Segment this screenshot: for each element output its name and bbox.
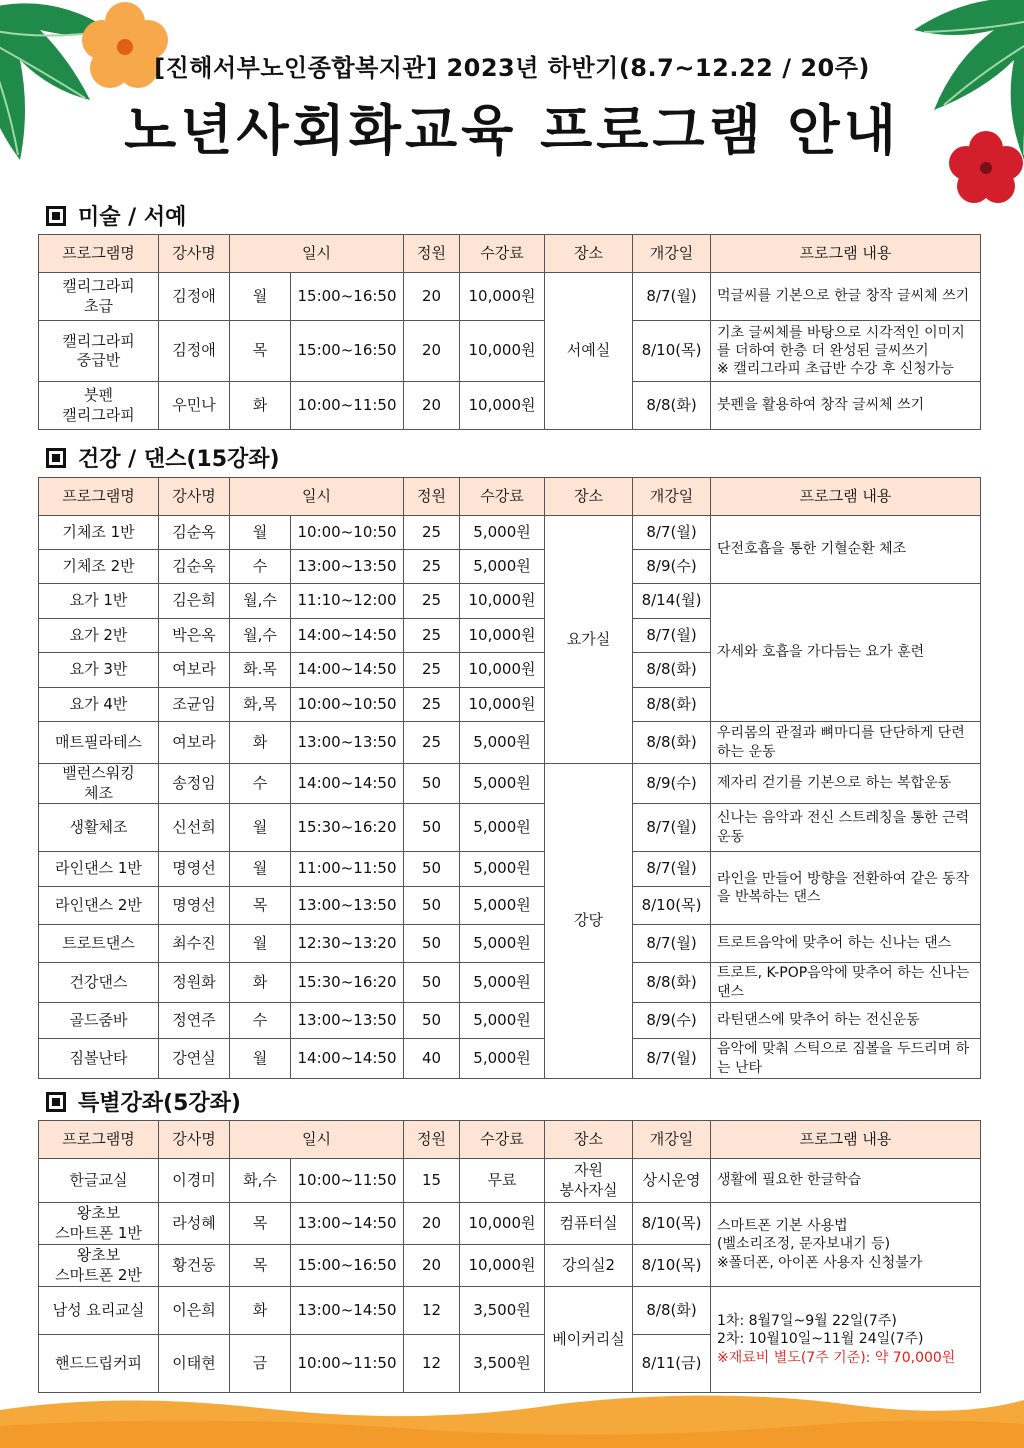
day-cell: 화 [230,1287,291,1335]
teacher-cell: 여보라 [159,722,230,764]
day-cell: 화 [230,963,291,1003]
description-cell: 우리몸의 관절과 뼈마디를 단단하게 단련하는 운동 [711,722,981,764]
teacher-cell: 이태현 [159,1335,230,1393]
fee-cell: 10,000원 [460,688,545,722]
capacity-cell: 20 [404,321,460,382]
program-name-cell: 왕초보 스마트폰 2반 [39,1245,159,1287]
program-name-cell: 남성 요리교실 [39,1287,159,1335]
fee-cell: 5,000원 [460,1039,545,1079]
table-row [39,273,981,321]
section-special-heading [46,1086,241,1117]
special-table [38,1120,981,1393]
teacher-cell: 김순옥 [159,550,230,584]
capacity-cell: 50 [404,963,460,1003]
health-table [38,477,981,1079]
col-header-schedule: 일시 [230,235,404,273]
schedule-note: 2차: 10월10일~11월 24일(7주) [717,1331,924,1348]
time-cell: 13:00~14:50 [291,1287,404,1335]
program-name-cell: 짐볼난타 [39,1039,159,1079]
teacher-cell: 조균임 [159,688,230,722]
program-name-cell: 요가 1반 [39,584,159,619]
col-header-teacher: 강사명 [159,478,230,516]
program-name-cell: 요가 4반 [39,688,159,722]
description-cell: 기초 글씨체를 바탕으로 시각적인 이미지를 더하여 한층 더 완성된 글씨쓰기 ※ 캘리그라피 초급반 수강 후 신청가능 [711,321,981,382]
start-date-cell: 8/8(화) [633,963,711,1003]
program-name-cell: 트로트댄스 [39,925,159,963]
time-cell: 13:00~13:50 [291,550,404,584]
program-name-cell: 기체조 1반 [39,516,159,550]
col-header-name: 프로그램명 [39,1121,159,1159]
fee-cell: 5,000원 [460,852,545,887]
start-date-cell: 8/7(월) [633,804,711,852]
section-health-title: 건강 / 댄스(15강좌) [78,447,280,472]
time-cell: 10:00~11:50 [291,1159,404,1203]
capacity-cell: 25 [404,653,460,688]
teacher-cell: 최수진 [159,925,230,963]
description-cell: 제자리 걷기를 기본으로 하는 복합운동 [711,764,981,804]
description-cell: 생활에 필요한 한글학습 [711,1159,981,1203]
fee-cell: 5,000원 [460,722,545,764]
teacher-cell: 명영선 [159,887,230,925]
location-cell: 컴퓨터실 [545,1203,633,1245]
table-row [39,1039,981,1079]
time-cell: 15:00~16:50 [291,273,404,321]
col-header-name: 프로그램명 [39,235,159,273]
table-row [39,804,981,852]
capacity-cell: 50 [404,764,460,804]
capacity-cell: 12 [404,1335,460,1393]
start-date-cell: 8/7(월) [633,619,711,653]
description-cell: 먹글씨를 기본으로 한글 창작 글씨체 쓰기 [711,273,981,321]
start-date-cell: 8/7(월) [633,516,711,550]
capacity-cell: 20 [404,273,460,321]
description-cell: 음악에 맞춰 스틱으로 짐볼을 두드리며 하는 난타 [711,1039,981,1079]
day-cell: 월 [230,852,291,887]
program-name-cell: 생활체조 [39,804,159,852]
location-cell: 자원 봉사자실 [545,1159,633,1203]
program-name-cell: 캘리그라피 초급 [39,273,159,321]
time-cell: 14:00~14:50 [291,619,404,653]
description-cell: 트로트, K-POP음악에 맞추어 하는 신나는 댄스 [711,963,981,1003]
day-cell: 목 [230,1245,291,1287]
start-date-cell: 8/9(수) [633,1003,711,1039]
schedule-note: 1차: 8월7일~9월 22일(7주) [717,1313,897,1330]
day-cell: 화 [230,382,291,430]
day-cell: 수 [230,764,291,804]
program-name-cell: 캘리그라피 중급반 [39,321,159,382]
start-date-cell: 8/8(화) [633,382,711,430]
col-header-capacity: 정원 [404,478,460,516]
section-health-heading [46,442,280,473]
col-header-start: 개강일 [633,235,711,273]
fee-cell: 10,000원 [460,321,545,382]
description-cell: 스마트폰 기본 사용법 (벨소리조정, 문자보내기 등) ※폴더폰, 아이폰 사용자 신청불가 [711,1203,981,1287]
day-cell: 월 [230,1039,291,1079]
program-name-cell: 건강댄스 [39,963,159,1003]
teacher-cell: 송정임 [159,764,230,804]
table-row [39,1159,981,1203]
program-name-cell: 매트필라테스 [39,722,159,764]
col-header-fee: 수강료 [460,1121,545,1159]
capacity-cell: 40 [404,1039,460,1079]
day-cell: 화,수 [230,1159,291,1203]
col-header-fee: 수강료 [460,235,545,273]
sand-decoration [0,1386,1024,1448]
location-cell: 강의실2 [545,1245,633,1287]
location-cell: 베이커리실 [545,1287,633,1393]
description-cell: 트로트음악에 맞추어 하는 신나는 댄스 [711,925,981,963]
time-cell: 13:00~13:50 [291,887,404,925]
time-cell: 14:00~14:50 [291,764,404,804]
day-cell: 월 [230,516,291,550]
capacity-cell: 20 [404,382,460,430]
day-cell: 화.목 [230,653,291,688]
capacity-cell: 12 [404,1287,460,1335]
start-date-cell: 8/10(목) [633,1203,711,1245]
description-cell: 라틴댄스에 맞추어 하는 전신운동 [711,1003,981,1039]
teacher-cell: 우민나 [159,382,230,430]
fee-cell: 3,500원 [460,1335,545,1393]
col-header-teacher: 강사명 [159,235,230,273]
col-header-capacity: 정원 [404,1121,460,1159]
description-cell: 라인을 만들어 방향을 전환하여 같은 동작을 반복하는 댄스 [711,852,981,925]
day-cell: 화 [230,722,291,764]
square-bullet-icon [46,1092,66,1112]
teacher-cell: 강연실 [159,1039,230,1079]
day-cell: 목 [230,321,291,382]
location-cell: 요가실 [545,516,633,764]
start-date-cell: 8/7(월) [633,925,711,963]
fee-cell: 3,500원 [460,1287,545,1335]
square-bullet-icon [46,206,66,226]
description-cell: 붓펜을 활용하여 창작 글씨체 쓰기 [711,382,981,430]
fee-cell: 10,000원 [460,584,545,619]
program-name-cell: 기체조 2반 [39,550,159,584]
col-header-start: 개강일 [633,478,711,516]
col-header-schedule: 일시 [230,1121,404,1159]
capacity-cell: 50 [404,925,460,963]
fee-cell: 5,000원 [460,804,545,852]
program-name-cell: 붓펜 캘리그라피 [39,382,159,430]
teacher-cell: 김정애 [159,273,230,321]
col-header-location: 장소 [545,1121,633,1159]
time-cell: 15:00~16:50 [291,1245,404,1287]
time-cell: 14:00~14:50 [291,1039,404,1079]
teacher-cell: 이은희 [159,1287,230,1335]
page-title: 노년사회화교육 프로그램 안내 [124,99,900,162]
col-header-fee: 수강료 [460,478,545,516]
table-row [39,1203,981,1245]
fee-cell: 5,000원 [460,516,545,550]
fee-cell: 무료 [460,1159,545,1203]
location-cell: 강당 [545,764,633,1079]
start-date-cell: 8/7(월) [633,852,711,887]
program-name-cell: 골드줌바 [39,1003,159,1039]
teacher-cell: 김순옥 [159,516,230,550]
section-special-title: 특별강좌(5강좌) [78,1091,241,1116]
start-date-cell: 8/14(월) [633,584,711,619]
start-date-cell: 8/7(월) [633,1039,711,1079]
capacity-cell: 25 [404,516,460,550]
table-header-row [39,1121,981,1159]
fee-cell: 5,000원 [460,925,545,963]
time-cell: 10:00~10:50 [291,688,404,722]
program-name-cell: 라인댄스 2반 [39,887,159,925]
fee-cell: 10,000원 [460,273,545,321]
capacity-cell: 15 [404,1159,460,1203]
program-name-cell: 요가 2반 [39,619,159,653]
capacity-cell: 25 [404,722,460,764]
schedule-note: ※재료비 별도(7주 기준): 약 70,000원 [717,1349,956,1366]
day-cell: 수 [230,1003,291,1039]
capacity-cell: 25 [404,584,460,619]
start-date-cell: 8/8(화) [633,653,711,688]
capacity-cell: 50 [404,887,460,925]
fee-cell: 10,000원 [460,1245,545,1287]
start-date-cell: 상시운영 [633,1159,711,1203]
program-name-cell: 핸드드립커피 [39,1335,159,1393]
table-row [39,764,981,804]
capacity-cell: 50 [404,804,460,852]
start-date-cell: 8/9(수) [633,550,711,584]
start-date-cell: 8/9(수) [633,764,711,804]
day-cell: 월,수 [230,619,291,653]
teacher-cell: 박은옥 [159,619,230,653]
time-cell: 12:30~13:20 [291,925,404,963]
table-row [39,852,981,887]
col-header-name: 프로그램명 [39,478,159,516]
description-cell: 단전호흡을 통한 기혈순환 체조 [711,516,981,584]
page-subtitle: [진해서부노인종합복지관] 2023년 하반기(8.7~12.22 / 20주) [154,54,870,82]
program-name-cell: 왕초보 스마트폰 1반 [39,1203,159,1245]
time-cell: 11:00~11:50 [291,852,404,887]
fee-cell: 5,000원 [460,887,545,925]
fee-cell: 10,000원 [460,382,545,430]
col-header-schedule: 일시 [230,478,404,516]
program-name-cell: 요가 3반 [39,653,159,688]
col-header-location: 장소 [545,478,633,516]
program-name-cell: 라인댄스 1반 [39,852,159,887]
section-art-title: 미술 / 서예 [78,205,187,230]
art-table [38,234,981,430]
time-cell: 13:00~14:50 [291,1203,404,1245]
day-cell: 월 [230,273,291,321]
teacher-cell: 황건동 [159,1245,230,1287]
time-cell: 15:30~16:20 [291,963,404,1003]
col-header-description: 프로그램 내용 [711,235,981,273]
capacity-cell: 50 [404,852,460,887]
table-row [39,516,981,550]
start-date-cell: 8/11(금) [633,1335,711,1393]
col-header-teacher: 강사명 [159,1121,230,1159]
day-cell: 월 [230,925,291,963]
start-date-cell: 8/10(목) [633,321,711,382]
table-row [39,925,981,963]
start-date-cell: 8/8(화) [633,722,711,764]
fee-cell: 5,000원 [460,963,545,1003]
col-header-description: 프로그램 내용 [711,1121,981,1159]
start-date-cell: 8/8(화) [633,688,711,722]
day-cell: 목 [230,1203,291,1245]
program-name-cell: 한글교실 [39,1159,159,1203]
fee-cell: 5,000원 [460,1003,545,1039]
teacher-cell: 명영선 [159,852,230,887]
time-cell: 13:00~13:50 [291,1003,404,1039]
square-bullet-icon [46,448,66,468]
description-cell: 자세와 호흡을 가다듬는 요가 훈련 [711,584,981,722]
table-header-row [39,235,981,273]
teacher-cell: 정원화 [159,963,230,1003]
time-cell: 13:00~13:50 [291,722,404,764]
fee-cell: 10,000원 [460,619,545,653]
teacher-cell: 신선희 [159,804,230,852]
teacher-cell: 김정애 [159,321,230,382]
teacher-cell: 김은희 [159,584,230,619]
capacity-cell: 25 [404,688,460,722]
day-cell: 월 [230,804,291,852]
table-row [39,722,981,764]
teacher-cell: 이경미 [159,1159,230,1203]
day-cell: 목 [230,887,291,925]
table-header-row [39,478,981,516]
capacity-cell: 20 [404,1203,460,1245]
start-date-cell: 8/10(목) [633,1245,711,1287]
location-cell: 서예실 [545,273,633,430]
capacity-cell: 20 [404,1245,460,1287]
day-cell: 화,목 [230,688,291,722]
day-cell: 월,수 [230,584,291,619]
teacher-cell: 라성혜 [159,1203,230,1245]
time-cell: 15:30~16:20 [291,804,404,852]
fee-cell: 10,000원 [460,653,545,688]
table-row [39,321,981,382]
fee-cell: 5,000원 [460,550,545,584]
time-cell: 15:00~16:50 [291,321,404,382]
capacity-cell: 25 [404,550,460,584]
start-date-cell: 8/10(목) [633,887,711,925]
fee-cell: 5,000원 [460,764,545,804]
table-row [39,1287,981,1335]
table-row [39,963,981,1003]
capacity-cell: 25 [404,619,460,653]
program-name-cell: 밸런스워킹 체조 [39,764,159,804]
col-header-description: 프로그램 내용 [711,478,981,516]
col-header-start: 개강일 [633,1121,711,1159]
start-date-cell: 8/8(화) [633,1287,711,1335]
time-cell: 14:00~14:50 [291,653,404,688]
table-row [39,382,981,430]
section-art-heading [46,200,186,231]
teacher-cell: 정연주 [159,1003,230,1039]
capacity-cell: 50 [404,1003,460,1039]
time-cell: 11:10~12:00 [291,584,404,619]
col-header-capacity: 정원 [404,235,460,273]
fee-cell: 10,000원 [460,1203,545,1245]
description-cell [711,1287,981,1393]
day-cell: 금 [230,1335,291,1393]
start-date-cell: 8/7(월) [633,273,711,321]
table-row [39,1003,981,1039]
time-cell: 10:00~11:50 [291,1335,404,1393]
teacher-cell: 여보라 [159,653,230,688]
col-header-location: 장소 [545,235,633,273]
time-cell: 10:00~11:50 [291,382,404,430]
description-cell: 신나는 음악과 전신 스트레칭을 통한 근력운동 [711,804,981,852]
day-cell: 수 [230,550,291,584]
time-cell: 10:00~10:50 [291,516,404,550]
table-row [39,584,981,619]
